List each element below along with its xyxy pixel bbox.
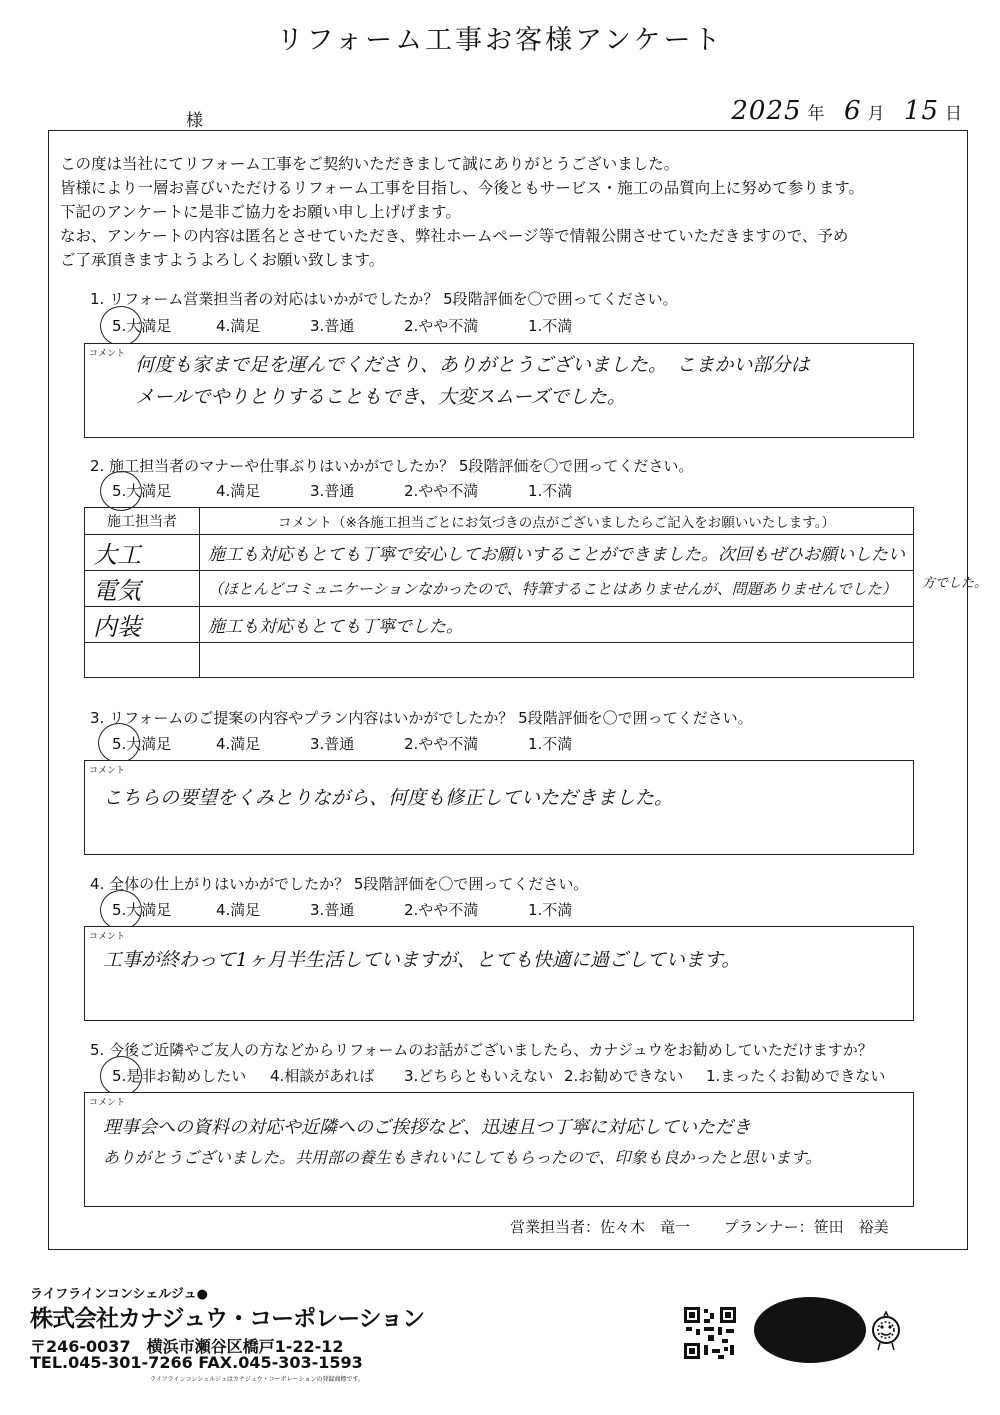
q4-option-3[interactable]: 3.普通 [310,901,355,919]
speech-bubble-icon [754,1297,866,1363]
q4-comment-box[interactable] [84,926,914,1021]
q2-question: 2. 施工担当者のマナーや仕事ぶりはいかがでしたか？ 5段階評価を〇で囲ってください。 [90,457,694,475]
customer-suffix: 様 [186,111,203,131]
q4-question: 4. 全体の仕上がりはいかがでしたか？ 5段階評価を〇で囲ってください。 [90,875,589,893]
comment-label: コメント [89,932,126,942]
company-tel-fax: TEL.045-301-7266 FAX.045-303-1593 [30,1353,363,1372]
q3-option-1[interactable]: 1.不満 [528,735,573,753]
comment-label: コメント [89,1098,126,1108]
q1-option-1[interactable]: 1.不満 [528,317,573,335]
staff-comment-cell[interactable] [200,643,914,678]
q5-comment-box[interactable] [84,1092,914,1207]
selected-circle [100,890,142,930]
q5-option-5[interactable]: 5.是非お勧めしたい [112,1067,247,1085]
q5-comment-line: 理事会への資料の対応や近隣へのご挨拶など、迅速且つ丁寧に対応していただき [103,1117,751,1138]
q1-options [112,315,572,336]
header-staff: 施工担当者 [85,508,200,535]
q5-option-1[interactable]: 1.まったくお勧めできない [706,1067,886,1085]
date-day-unit: 日 [945,104,962,124]
q2-option-3[interactable]: 3.普通 [310,482,355,500]
q5-option-3[interactable]: 3.どちらともいえない [404,1067,554,1085]
date-year-unit: 年 [807,104,825,124]
intro-line: ご了承頂きますようよろしくお願い致します。 [60,251,385,269]
selected-circle [100,306,142,346]
q3-option-4[interactable]: 4.満足 [216,735,261,753]
table-row [85,535,914,571]
company-tagline: ライフラインコンシェルジュ● [30,1287,209,1302]
intro-text [60,152,960,272]
q5-comment-line: ありがとうございました。共用部の養生もきれいにしてもらったので、印象も良かったと思います。 [103,1148,822,1167]
staff-table-header [85,508,914,535]
selected-circle [100,471,142,511]
q4-option-4[interactable]: 4.満足 [216,901,261,919]
intro-line: なお、アンケートの内容は匿名とさせていただき、弊社ホームページ等で情報公開させていただきますので、予め [60,227,849,245]
q5-options [112,1065,885,1086]
q3-option-2[interactable]: 2.やや不満 [404,735,479,753]
q5-question: 5. 今後ご近隣やご友人の方などからリフォームのお話がございましたら、カナジュウをお勧めしていただけますか？ [90,1041,873,1059]
company-address: 〒246-0037 横浜市瀬谷区橋戸1-22-12 [30,1337,344,1356]
date-year: 2025 [731,96,802,126]
q1-comment-box[interactable] [84,343,914,438]
q1-comment-line: 何度も家まで足を運んでくださり、ありがとうございました。 こまかい部分は [135,354,810,376]
q3-question: 3. リフォームのご提案の内容やプラン内容はいかがでしたか？ 5段階評価を〇で囲ってください。 [90,709,753,727]
date-day: 15 [903,96,939,126]
q1-question: 1. リフォーム営業担当者の対応はいかがでしたか？ 5段階評価を〇で囲ってください。 [90,290,678,308]
staff-cell[interactable]: 内装 [85,607,200,643]
survey-date [731,96,962,126]
staff-cell[interactable]: 大工 [85,535,200,571]
q3-comment-box[interactable] [84,760,914,855]
q1-comment-line: メールでやりとりすることもでき、大変スムーズでした。 [135,386,626,408]
q2-options [112,480,572,501]
q2-option-2[interactable]: 2.やや不満 [404,482,479,500]
q4-option-1[interactable]: 1.不満 [528,901,573,919]
intro-line: 下記のアンケートに是非ご協力をお願い申し上げげます。 [60,203,461,221]
selected-circle [98,723,140,763]
q4-option-2[interactable]: 2.やや不満 [404,901,479,919]
q3-option-3[interactable]: 3.普通 [310,735,355,753]
company-name: 株式会社カナジュウ・コーポレーション [30,1306,425,1332]
staff-cell[interactable]: 電気 [85,571,200,607]
q1-option-5[interactable]: 5.大満足 [112,317,172,335]
staff-signature [510,1216,889,1237]
date-month: 6 [843,96,862,126]
staff-cell[interactable] [85,643,200,678]
planner-name: 笹田 裕美 [813,1218,889,1236]
staff-comment-cell[interactable]: （ほとんどコミュニケーションなかったので、特筆することはありませんが、問題ありませんでした） [200,571,914,607]
mascot-icon [868,1310,904,1352]
q3-options [112,733,572,754]
selected-circle [100,1056,142,1096]
q4-comment-line: 工事が終わって1ヶ月半生活していますが、とても快適に過ごしています。 [103,949,741,971]
q1-option-2[interactable]: 2.やや不満 [404,317,479,335]
intro-line: この度は当社にてリフォーム工事をご契約いただきまして誠にありがとうございました。 [60,155,680,173]
q5-option-2[interactable]: 2.お勧めできない [564,1067,684,1085]
staff-comment-cell[interactable]: 施工も対応もとても丁寧でした。 [200,607,914,643]
q3-option-5[interactable]: 5.大満足 [112,735,172,753]
staff-comment-cell[interactable]: 施工も対応もとても丁寧で安心してお願いすることができました。次回もぜひお願いしたい [200,535,914,571]
comment-label: コメント [89,349,126,359]
header-comment: コメント（※各施工担当ごとにお気づきの点がございましたらご記入をお願いいたします。） [200,508,914,535]
q3-comment-line: こちらの要望をくみとりながら、何度も修正していただきました。 [103,787,674,809]
q1-option-3[interactable]: 3.普通 [310,317,355,335]
q4-option-5[interactable]: 5.大満足 [112,901,172,919]
table-row [85,643,914,678]
page-title: リフォーム工事お客様アンケート [276,25,724,56]
intro-line: 皆様により一層お喜びいただけるリフォーム工事を目指し、今後ともサービス・施工の品質向上に努めて参ります。 [60,179,864,197]
q1-option-4[interactable]: 4.満足 [216,317,261,335]
q2-option-1[interactable]: 1.不満 [528,482,573,500]
date-month-unit: 月 [867,104,885,124]
sales-name: 佐々木 竜一 [600,1218,691,1236]
q5-option-4[interactable]: 4.相談があれば [270,1067,375,1085]
q4-options [112,899,572,920]
planner-label: プランナー： [723,1218,814,1236]
qr-code-icon[interactable] [682,1305,738,1361]
q2-option-4[interactable]: 4.満足 [216,482,261,500]
q2-option-5[interactable]: 5.大満足 [112,482,172,500]
margin-note: 方でした。 [922,576,988,591]
comment-label: コメント [89,766,126,776]
table-row [85,607,914,643]
company-fine-print: ライフラインコンシェルジュはカナジュウ・コーポレーションの登録商標です。 [150,1376,364,1383]
staff-table [84,507,914,678]
sales-label: 営業担当者： [510,1218,601,1236]
table-row [85,571,914,607]
